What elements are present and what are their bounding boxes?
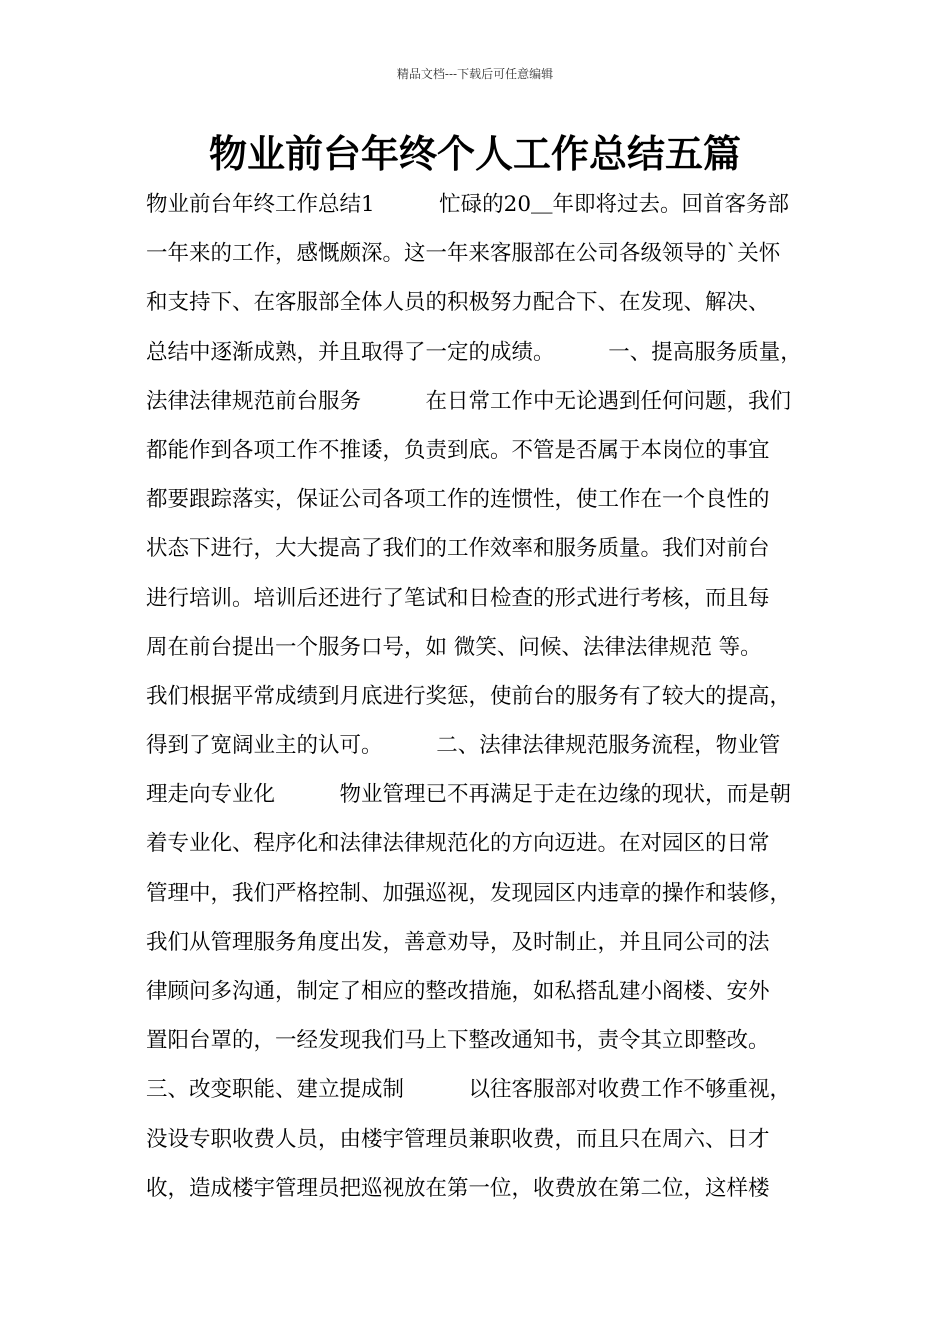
- body-line: 我们从管理服务角度出发，善意劝导，及时制止，并且同公司的法: [146, 929, 770, 955]
- body-line: 着专业化、程序化和法律法律规范化的方向迈进。在对园区的日常: [146, 831, 770, 857]
- body-line: 没设专职收费人员，由楼宇管理员兼职收费，而且只在周六、日才: [146, 1126, 770, 1152]
- document-title: 物业前台年终个人工作总结五篇: [208, 132, 741, 176]
- body-line: 三、改变职能、建立提成制 以往客服部对收费工作不够重视，: [146, 1077, 792, 1103]
- body-line: 收，造成楼宇管理员把巡视放在第一位，收费放在第二位，这样楼: [146, 1175, 770, 1201]
- body-line: 律顾问多沟通，制定了相应的整改措施，如私搭乱建小阁楼、安外: [146, 979, 770, 1004]
- body-line: 得到了宽阔业主的认可。 二、法律法律规范服务流程，物业管: [146, 733, 781, 759]
- body-line: 都要跟踪落实，保证公司各项工作的连惯性，使工作在一个良性的: [146, 487, 770, 513]
- body-line: 总结中逐渐成熟，并且取得了一定的成绩。 一、提高服务质量，: [146, 339, 802, 365]
- body-line: 管理中，我们严格控制、加强巡视，发现园区内违章的操作和装修，: [146, 880, 792, 906]
- body-line: 周在前台提出一个服务口号，如 微笑、问候、法律法律规范 等。: [146, 634, 762, 660]
- body-line: 理走向专业化 物业管理已不再满足于走在边缘的现状，而是朝: [146, 782, 792, 808]
- body-line: 法律法律规范前台服务 在日常工作中无论遇到任何问题，我们: [146, 388, 792, 414]
- body-line: 我们根据平常成绩到月底进行奖惩，使前台的服务有了较大的提高，: [146, 683, 792, 709]
- header-note: 精品文档---下载后可任意编辑: [396, 67, 554, 81]
- body-line: 置阳台罩的，一经发现我们马上下整改通知书，责令其立即整改。: [146, 1028, 770, 1054]
- body-line: 进行培训。培训后还进行了笔试和日检查的形式进行考核，而且每: [146, 585, 770, 611]
- body-line: 一年来的工作，感慨颇深。这一年来客服部在公司各级领导的`关怀: [146, 241, 781, 267]
- body-text: [146, 180, 826, 1213]
- body-line: 和支持下、在客服部全体人员的积极努力配合下、在发现、解决、: [146, 290, 770, 316]
- body-line: 都能作到各项工作不推诿，负责到底。不管是否属于本岗位的事宜: [146, 437, 770, 463]
- body-line: 状态下进行，大大提高了我们的工作效率和服务质量。我们对前台: [146, 536, 770, 562]
- body-line: 物业前台年终工作总结1 忙碌的20＿年即将过去。回首客务部: [146, 192, 790, 217]
